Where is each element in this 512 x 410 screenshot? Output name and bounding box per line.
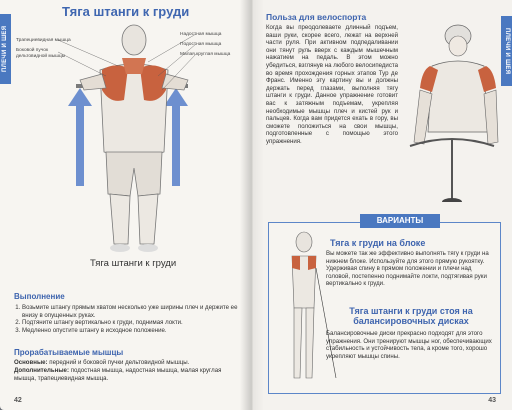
left-page-number: 42 — [14, 397, 22, 404]
extra-muscles-label: Дополнительные: — [14, 367, 69, 374]
label-side-deltoid: Боковой пучок дельтовидной мышцы — [16, 48, 66, 59]
main-muscles — [14, 359, 242, 367]
main-muscles-label: Основные: — [14, 359, 48, 366]
step-3: 3. Медленно опустите штангу в исходное положение. — [22, 327, 240, 335]
cyclist-illustration — [402, 12, 500, 202]
benefit-text: Когда вы преодолеваете длинный подъем, ваши руки, скорее всего, лежат на верхней части руля. При активном подпедаливании они тянут руль вверх с каждым мышечным нажатием на педаль. В этом можно убедиться, взглянув на любого велосипедиста во время прохождения горных этапов Тур де Франс. Именно эту картину вы и должны держать перед глазами, выполняя тягу штанги к груди. Данное упражнение готовит вас к затяжным подъемам, укрепляя необходимые мышцы плеч и кистей рук и пальцев. Когда вам придется ехать в гору, вы сможете положиться на свои мышцы, подготовленные с помощью этого упражнения. — [266, 24, 398, 145]
execution-heading: Выполнение — [14, 292, 65, 301]
benefit-heading: Польза для велоспорта — [266, 12, 367, 22]
left-page — [0, 0, 252, 410]
step-2: 2. Подтяните штангу вертикально к груди, поднимая локти. — [22, 319, 240, 327]
figure-caption: Тяга штанги к груди — [90, 258, 177, 269]
label-trapezius: Трапециевидная мышца — [16, 38, 71, 43]
main-muscles-text: передний и боковой пучки дельтовидной мышцы. — [49, 359, 190, 366]
variant2-text: Балансировочные диски прекрасно подходят для этого упражнения. Они тренируют мышцы ног, обеспечивающих стабильность и устойчивость тела, а кроме того, хорошо укрепляют мышцы спины. — [326, 330, 492, 360]
variant1-text: Вы можете так же эффективно выполнять тягу к груди на нижнем блоке. Используйте для этого прямую рукоятку. Удерживая спину в прямом положении и плечи над головой, постепенно поднимайте локти, подтягивая руки вертикально к груди. — [326, 250, 489, 288]
left-side-tab: ПЛЕЧИ И ШЕЯ — [0, 14, 11, 84]
muscles-heading: Прорабатываемые мышцы — [14, 348, 124, 357]
right-page — [252, 0, 512, 410]
book-gutter — [240, 0, 264, 410]
right-side-tab: ПЛЕЧИ И ШЕЯ — [501, 16, 512, 86]
variants-tag: ВАРИАНТЫ — [360, 214, 440, 228]
label-infraspinatus: Подостная мышца — [180, 42, 222, 47]
label-teres-minor: Малая круглая мышца — [180, 52, 231, 57]
extra-muscles — [14, 367, 242, 382]
execution-steps — [12, 304, 240, 334]
up-arrow-right-icon — [164, 88, 188, 186]
up-arrow-left-icon — [68, 88, 92, 186]
left-page-title: Тяга штанги к груди — [62, 4, 190, 19]
extra-muscles-text: подостная мышца, надостная мышца, малая круглая мышца, трапециевидная мышца. — [14, 367, 222, 382]
variant1-title: Тяга к груди на блоке — [330, 238, 426, 248]
label-supraspinatus: Надостная мышца — [180, 32, 222, 37]
variant2-title: Тяга штанги к груди стоя на балансировочных дисках — [349, 306, 473, 326]
right-page-number: 43 — [488, 397, 496, 404]
step-1: 1. Возьмите штангу прямым хватом несколько уже ширины плеч и держите ее внизу в опущенных руках. — [22, 304, 240, 319]
